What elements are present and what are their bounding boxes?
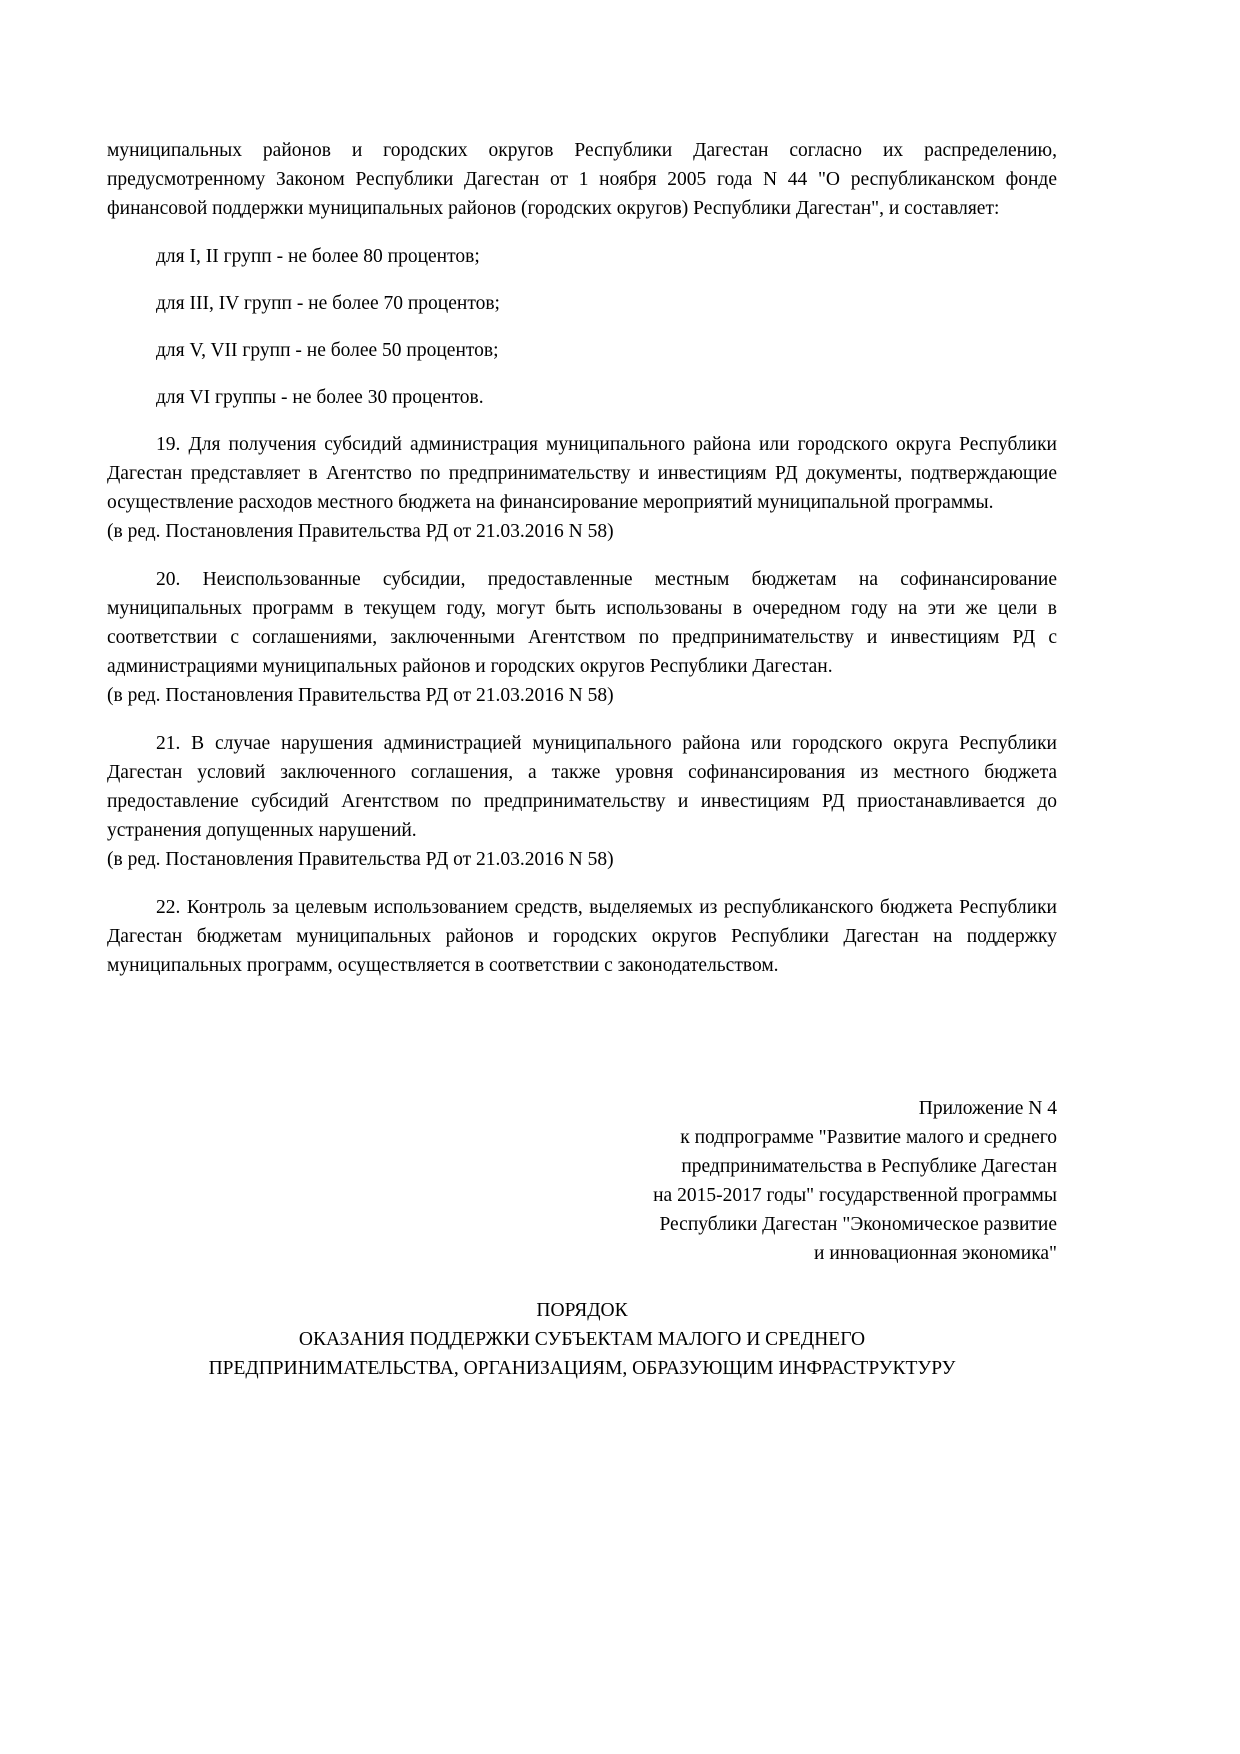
annex-line: предпринимательства в Республике Дагестан	[681, 1156, 1057, 1177]
clause-text: 20. Неиспользованные субсидии, предоставленные местным бюджетам на софинансирование муниципальных программ в текущем году, могут быть использованы в очередном году на эти же цели в соответствии с соглашениями, заключенными Агентством по предпринимательству и инвестициям РД с администрациями муниципальных районов и городских округов Республики Дагестан.	[107, 569, 1057, 677]
annex-line: и инновационная экономика"	[814, 1243, 1057, 1264]
annex-line: Республики Дагестан "Экономическое развитие	[659, 1214, 1057, 1235]
clause-text: 22. Контроль за целевым использованием средств, выделяемых из республиканского бюджета Республики Дагестан бюджетам муниципальных районов и городских округов Республики Дагестан на поддержку муниципальных программ, осуществляется в соответствии с законодательством.	[107, 897, 1057, 976]
annex-line: на 2015-2017 годы" государственной программы	[653, 1185, 1057, 1206]
clause-19	[107, 430, 1057, 546]
annex-line: Приложение N 4	[918, 1098, 1057, 1119]
heading-line: ПОРЯДОК	[536, 1300, 628, 1321]
list-item: для V, VII групп - не более 50 процентов;	[156, 340, 499, 361]
clause-text: 21. В случае нарушения администрацией муниципального района или городского округа Республики Дагестан условий заключенного соглашения, а также уровня софинансирования из местного бюджета предоставление субсидий Агентством по предпринимательству и инвестициям РД приостанавливается до устранения допущенных нарушений.	[107, 733, 1057, 841]
heading-line: ПРЕДПРИНИМАТЕЛЬСТВА, ОРГАНИЗАЦИЯМ, ОБРАЗУЮЩИМ ИНФРАСТРУКТУРУ	[208, 1358, 956, 1379]
annex-reference	[107, 1094, 1057, 1268]
list-item: для III, IV групп - не более 70 процентов;	[156, 293, 500, 314]
clause-20	[107, 565, 1057, 710]
heading-line: ОКАЗАНИЯ ПОДДЕРЖКИ СУБЪЕКТАМ МАЛОГО И СРЕДНЕГО	[298, 1329, 866, 1350]
intro-paragraph: муниципальных районов и городских округов Республики Дагестан согласно их распределению, предусмотренному Законом Республики Дагестан от 1 ноября 2005 года N 44 "О республиканском фонде финансовой поддержки муниципальных районов (городских округов) Республики Дагестан", и составляет:	[107, 140, 1057, 219]
clause-22	[107, 893, 1057, 980]
list-item: для I, II групп - не более 80 процентов;	[156, 246, 480, 267]
annex-line: к подпрограмме "Развитие малого и среднего	[680, 1127, 1057, 1148]
amendment-note: (в ред. Постановления Правительства РД от 21.03.2016 N 58)	[107, 849, 614, 870]
clause-text: 19. Для получения субсидий администрация муниципального района или городского округа Республики Дагестан представляет в Агентство по предпринимательству и инвестициям РД документы, подтверждающие осуществление расходов местного бюджета на финансирование мероприятий муниципальной программы.	[107, 434, 1057, 513]
clause-21	[107, 729, 1057, 874]
amendment-note: (в ред. Постановления Правительства РД от 21.03.2016 N 58)	[107, 521, 614, 542]
list-item: для VI группы - не более 30 процентов.	[156, 387, 484, 408]
amendment-note: (в ред. Постановления Правительства РД от 21.03.2016 N 58)	[107, 685, 614, 706]
group-thresholds-list	[107, 242, 1057, 412]
section-heading	[107, 1296, 1057, 1383]
